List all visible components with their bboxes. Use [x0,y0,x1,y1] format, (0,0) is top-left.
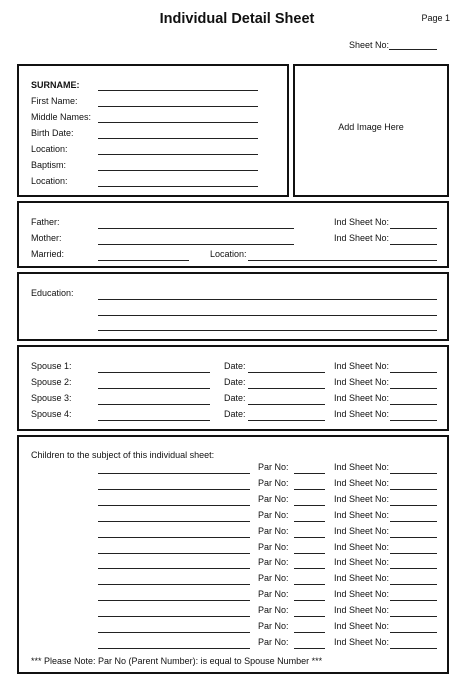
child-3-ind-sheet-field[interactable] [390,505,437,506]
spouse-3-ind-sheet-field[interactable] [390,404,437,405]
child-8-name-field[interactable] [98,584,250,585]
child-10-name-field[interactable] [98,616,250,617]
birth-date-field[interactable] [98,138,258,139]
birth-date-label: Birth Date: [31,128,74,138]
child-12-name-field[interactable] [98,648,250,649]
first-name-label: First Name: [31,96,78,106]
child-5-ind-sheet-label: Ind Sheet No: [334,525,390,536]
surname-label: SURNAME: [31,80,80,90]
surname-field[interactable] [98,90,258,91]
child-10-par-no-field[interactable] [294,616,325,617]
spouse-1-date-field[interactable] [248,372,325,373]
middle-names-label: Middle Names: [31,112,92,122]
spouse-4-name-field[interactable] [98,420,210,421]
child-3-name-field[interactable] [98,505,250,506]
spouse-1-name-field[interactable] [98,372,210,373]
child-4-ind-sheet-label: Ind Sheet No: [334,509,390,520]
child-2-ind-sheet-label: Ind Sheet No: [334,477,390,488]
spouse-2-name-field[interactable] [98,388,210,389]
child-1-name-field[interactable] [98,473,250,474]
par-no-note: *** Please Note: Par No (Parent Number): is equal to Spouse Number *** [31,656,323,666]
mother-ind-sheet-field[interactable] [390,244,437,245]
spouse-4-label: Spouse 4: [31,409,72,419]
parents-section [17,201,449,268]
education-label: Education: [31,288,74,298]
spouse-2-label: Spouse 2: [31,377,72,387]
married-label: Married: [31,249,65,259]
spouse-2-date-label: Date: [224,377,246,387]
middle-names-field[interactable] [98,122,258,123]
page-number: Page 1 [421,13,450,23]
child-11-ind-sheet-field[interactable] [390,632,437,633]
education-section [17,272,449,341]
child-7-par-no-field[interactable] [294,568,325,569]
child-11-ind-sheet-label: Ind Sheet No: [334,621,390,631]
child-12-ind-sheet-field[interactable] [390,648,437,649]
child-2-name-field[interactable] [98,489,250,490]
spouse-2-ind-sheet-label: Ind Sheet No: [334,377,390,387]
page-title: Individual Detail Sheet [159,11,315,27]
child-12-ind-sheet-label: Ind Sheet No: [334,636,390,647]
spouse-3-date-label: Date: [224,393,246,403]
spouse-4-ind-sheet-label: Ind Sheet No: [334,409,390,419]
first-name-field[interactable] [98,106,258,107]
spouse-1-label: Spouse 1: [31,361,72,371]
spouse-3-label: Spouse 3: [31,393,72,403]
child-9-ind-sheet-field[interactable] [390,600,437,601]
child-5-name-field[interactable] [98,537,250,538]
child-1-ind-sheet-field[interactable] [390,473,437,474]
child-6-name-field[interactable] [98,553,250,554]
married-location-field[interactable] [248,260,437,261]
spouse-3-date-field[interactable] [248,404,325,405]
spouse-4-ind-sheet-field[interactable] [390,420,437,421]
child-4-par-no-label: Par No: [258,509,289,520]
child-7-ind-sheet-field[interactable] [390,568,437,569]
child-7-par-no-label: Par No: [258,557,289,568]
children-heading: Children to the subject of this individual sheet: [31,450,215,460]
child-2-ind-sheet-field[interactable] [390,489,437,490]
image-placeholder-box[interactable] [293,64,449,197]
child-5-ind-sheet-field[interactable] [390,537,437,538]
subject-section [17,64,289,197]
child-10-ind-sheet-label: Ind Sheet No: [334,605,390,616]
child-6-ind-sheet-field[interactable] [390,553,437,554]
baptism-label: Baptism: [31,160,67,170]
father-label: Father: [31,217,60,227]
birth-location-label: Location: [31,144,68,154]
child-1-par-no-label: Par No: [258,462,289,472]
birth-location-field[interactable] [98,154,258,155]
child-4-name-field[interactable] [98,521,250,522]
mother-label: Mother: [31,233,62,243]
child-6-ind-sheet-label: Ind Sheet No: [334,541,390,552]
father-field[interactable] [98,228,294,229]
baptism-location-label: Location: [31,176,68,186]
child-9-name-field[interactable] [98,600,250,601]
spouse-3-ind-sheet-label: Ind Sheet No: [334,393,390,403]
child-6-par-no-label: Par No: [258,541,289,552]
child-9-par-no-field[interactable] [294,600,325,601]
spouse-1-date-label: Date: [224,361,246,371]
baptism-location-field[interactable] [98,186,258,187]
sheet-no-label: Sheet No: [349,40,390,50]
married-field[interactable] [98,260,189,261]
child-4-ind-sheet-field[interactable] [390,521,437,522]
mother-ind-sheet-label: Ind Sheet No: [334,233,390,243]
child-2-par-no-field[interactable] [294,489,325,490]
spouse-2-date-field[interactable] [248,388,325,389]
image-placeholder-label: Add Image Here [338,122,404,132]
father-ind-sheet-field[interactable] [390,228,437,229]
child-3-par-no-field[interactable] [294,505,325,506]
child-1-par-no-field[interactable] [294,473,325,474]
child-5-par-no-label: Par No: [258,525,289,536]
child-2-par-no-label: Par No: [258,477,289,488]
sheet-no-field[interactable] [389,49,437,50]
mother-field[interactable] [98,244,294,245]
child-12-par-no-field[interactable] [294,648,325,649]
child-10-par-no-label: Par No: [258,605,289,616]
spouse-1-ind-sheet-label: Ind Sheet No: [334,361,390,371]
child-7-ind-sheet-label: Ind Sheet No: [334,557,390,568]
child-10-ind-sheet-field[interactable] [390,616,437,617]
child-6-par-no-field[interactable] [294,553,325,554]
child-9-par-no-label: Par No: [258,589,289,600]
education-line-3[interactable] [98,330,437,331]
child-9-ind-sheet-label: Ind Sheet No: [334,589,390,600]
child-11-par-no-label: Par No: [258,621,289,631]
child-5-par-no-field[interactable] [294,537,325,538]
father-ind-sheet-label: Ind Sheet No: [334,217,390,227]
spouse-1-ind-sheet-field[interactable] [390,372,437,373]
child-4-par-no-field[interactable] [294,521,325,522]
spouse-4-date-label: Date: [224,409,246,419]
spouse-2-ind-sheet-field[interactable] [390,388,437,389]
children-section [17,435,449,674]
education-line-1[interactable] [98,299,437,300]
child-8-ind-sheet-field[interactable] [390,584,437,585]
married-location-label: Location: [210,249,247,259]
baptism-field[interactable] [98,170,258,171]
child-1-ind-sheet-label: Ind Sheet No: [334,462,390,472]
child-8-ind-sheet-label: Ind Sheet No: [334,573,390,584]
child-3-par-no-label: Par No: [258,493,289,504]
child-8-par-no-field[interactable] [294,584,325,585]
education-line-2[interactable] [98,315,437,316]
spouse-4-date-field[interactable] [248,420,325,421]
child-11-par-no-field[interactable] [294,632,325,633]
child-3-ind-sheet-label: Ind Sheet No: [334,493,390,504]
child-12-par-no-label: Par No: [258,636,289,647]
child-11-name-field[interactable] [98,632,250,633]
child-8-par-no-label: Par No: [258,573,289,584]
child-7-name-field[interactable] [98,568,250,569]
spouses-section [17,345,449,431]
spouse-3-name-field[interactable] [98,404,210,405]
